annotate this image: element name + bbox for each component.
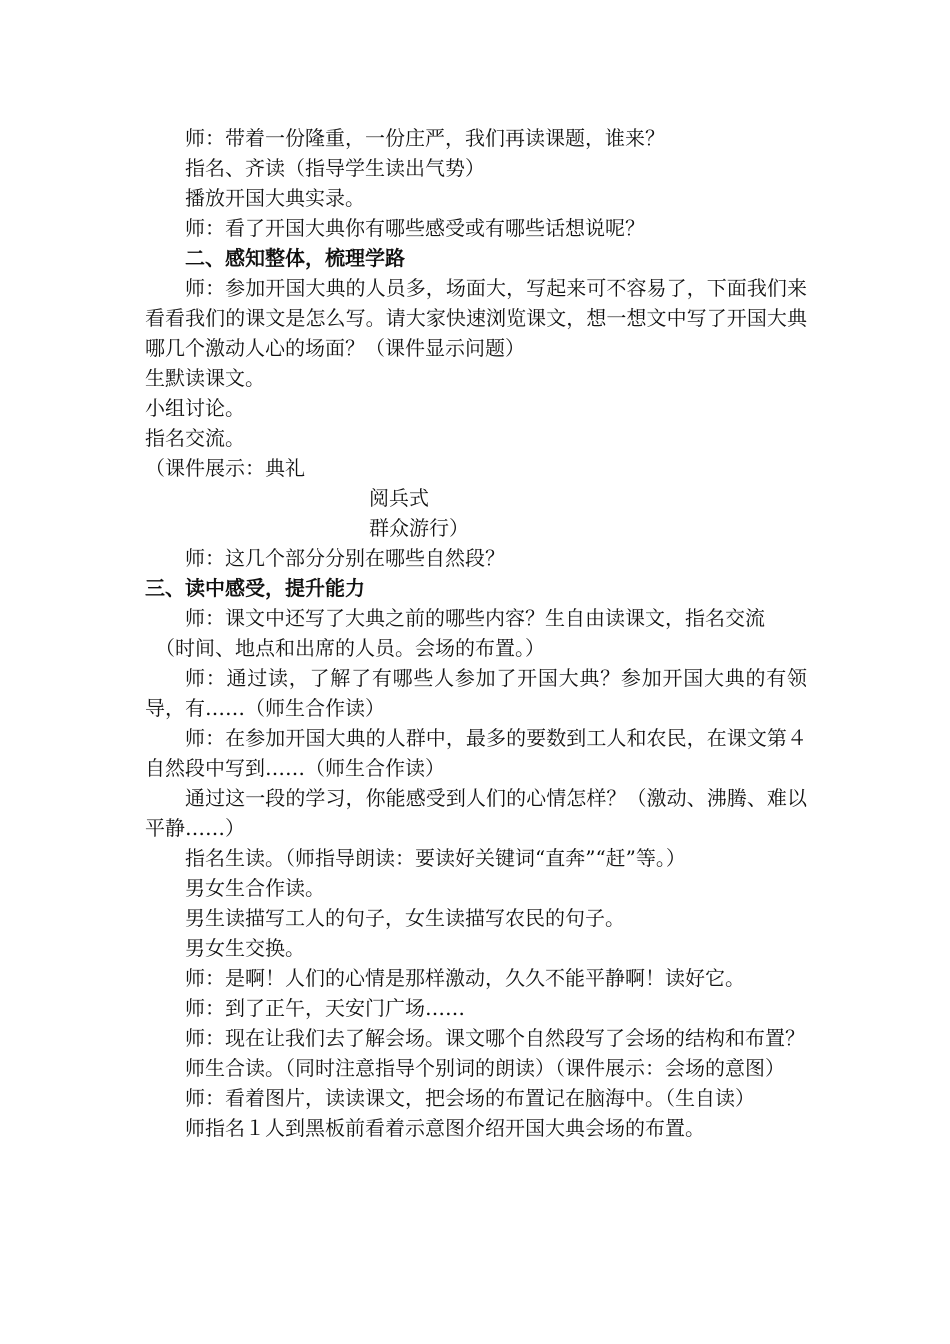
paragraph: 通过这一段的学习，你能感受到人们的心情怎样？（激动、沸腾、难以平静……） [145,786,807,840]
lesson-plan-body [145,123,807,1143]
paragraph: 阅兵式 [369,486,429,510]
paragraph: 男女生交换。 [185,936,305,960]
paragraph: 师指名１人到黑板前看着示意图介绍开国大典会场的布置。 [185,1116,705,1140]
paragraph: 师：带着一份隆重，一份庄严，我们再读课题，谁来？ [185,126,665,150]
paragraph: 群众游行） [369,516,469,540]
paragraph: 师：参加开国大典的人员多，场面大，写起来可不容易了，下面我们来看看我们的课文是怎么写。请大家快速浏览课文，想一想文中写了开国大典哪几个激动人心的场面？（课件显示问题） [145,276,807,360]
paragraph: 播放开国大典实录。 [185,186,365,210]
paragraph: （课件展示：典礼 [145,456,305,480]
paragraph: 师生合读。（同时注意指导个别词的朗读）（课件展示：会场的意图） [185,1056,785,1080]
paragraph: 师：到了正午，天安门广场…… [185,996,465,1020]
paragraph: 师：在参加开国大典的人群中，最多的要数到工人和农民，在课文第４自然段中写到……（师生合作读） [145,726,807,780]
paragraph: 师：看了开国大典你有哪些感受或有哪些话想说呢？ [185,216,645,240]
section-heading: 三、读中感受，提升能力 [145,576,365,600]
paragraph: 男生读描写工人的句子，女生读描写农民的句子。 [185,906,625,930]
paragraph: 师：现在让我们去了解会场。课文哪个自然段写了会场的结构和布置？ [185,1026,805,1050]
paragraph: 生默读课文。 [145,366,265,390]
paragraph: 师：是啊！人们的心情是那样激动，久久不能平静啊！读好它。 [185,966,745,990]
paragraph: （时间、地点和出席的人员。会场的布置。） [155,636,545,660]
paragraph: 指名、齐读（指导学生读出气势） [185,156,485,180]
paragraph: 小组讨论。 [145,396,245,420]
paragraph: 男女生合作读。 [185,876,325,900]
paragraph: 师：课文中还写了大典之前的哪些内容？生自由读课文，指名交流 [185,606,765,630]
paragraph: 指名交流。 [145,426,245,450]
paragraph: 师：这几个部分分别在哪些自然段？ [185,546,505,570]
paragraph: 师：通过读，了解了有哪些人参加了开国大典？参加开国大典的有领导，有……（师生合作读） [145,666,807,720]
paragraph: 师：看着图片，读读课文，把会场的布置记在脑海中。（生自读） [185,1086,755,1110]
paragraph: 指名生读。（师指导朗读：要读好关键词“直奔”“赶”等。） [185,846,686,870]
section-heading: 二、感知整体，梳理学路 [185,246,405,270]
